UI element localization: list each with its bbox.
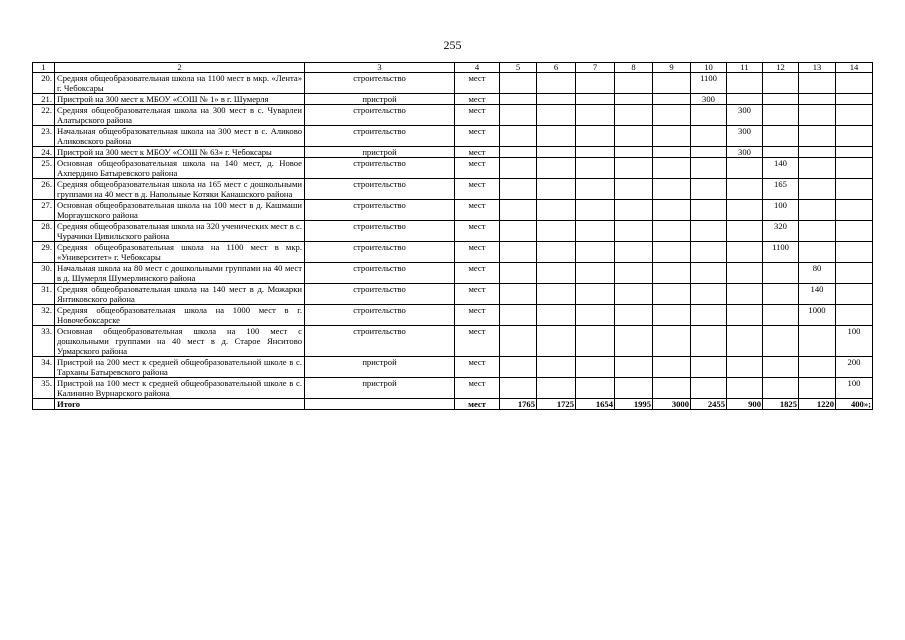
value-cell	[537, 158, 576, 179]
table-row	[33, 378, 873, 399]
value-cell	[691, 242, 727, 263]
value-cell	[615, 105, 653, 126]
value-cell	[500, 242, 537, 263]
object-name: Основная общеобразовательная школа на 100 мест с дошкольными группами на 40 мест в д. Старое Янситово Урмарского района	[55, 326, 305, 357]
table-row	[33, 326, 873, 357]
value-cell	[836, 284, 873, 305]
work-type: строительство	[305, 73, 455, 94]
row-number: 32.	[33, 305, 55, 326]
column-number: 2	[55, 63, 305, 73]
row-number: 25.	[33, 158, 55, 179]
value-cell	[537, 105, 576, 126]
column-number: 7	[576, 63, 615, 73]
value-cell	[500, 179, 537, 200]
total-value-cell: 1654	[576, 399, 615, 410]
work-type: пристрой	[305, 147, 455, 158]
value-cell	[836, 221, 873, 242]
value-cell	[727, 221, 763, 242]
column-number: 9	[653, 63, 691, 73]
total-row	[33, 399, 873, 410]
value-cell	[537, 94, 576, 105]
value-cell	[836, 147, 873, 158]
value-cell	[727, 73, 763, 94]
value-cell	[763, 94, 799, 105]
total-value-cell: 2455	[691, 399, 727, 410]
table-row	[33, 147, 873, 158]
value-cell	[537, 73, 576, 94]
value-cell	[727, 242, 763, 263]
unit-cell: мест	[455, 147, 500, 158]
value-cell: 140	[799, 284, 836, 305]
value-cell	[763, 147, 799, 158]
value-cell	[653, 147, 691, 158]
unit-cell: мест	[455, 179, 500, 200]
value-cell	[576, 126, 615, 147]
unit-cell: мест	[455, 126, 500, 147]
value-cell	[537, 326, 576, 357]
value-cell	[615, 357, 653, 378]
value-cell	[763, 326, 799, 357]
value-cell	[576, 378, 615, 399]
total-value-cell: 400»;	[836, 399, 873, 410]
value-cell	[763, 263, 799, 284]
value-cell	[691, 147, 727, 158]
value-cell: 100	[763, 200, 799, 221]
value-cell	[615, 242, 653, 263]
table-row	[33, 357, 873, 378]
value-cell: 1100	[763, 242, 799, 263]
object-name: Пристрой на 300 мест к МБОУ «СОШ № 1» в г. Шумерля	[55, 94, 305, 105]
table-row	[33, 200, 873, 221]
value-cell: 320	[763, 221, 799, 242]
object-name: Начальная школа на 80 мест с дошкольными группами на 40 мест в д. Шумерля Шумерлинского района	[55, 263, 305, 284]
value-cell	[836, 94, 873, 105]
value-cell	[615, 263, 653, 284]
value-cell	[691, 158, 727, 179]
work-type: строительство	[305, 126, 455, 147]
unit-cell: мест	[455, 94, 500, 105]
value-cell	[615, 73, 653, 94]
value-cell	[653, 126, 691, 147]
table-row	[33, 242, 873, 263]
unit-cell: мест	[455, 284, 500, 305]
row-number: 23.	[33, 126, 55, 147]
unit-cell: мест	[455, 158, 500, 179]
total-value-cell: 1220	[799, 399, 836, 410]
row-number: 28.	[33, 221, 55, 242]
value-cell	[500, 94, 537, 105]
value-cell	[727, 158, 763, 179]
value-cell	[615, 221, 653, 242]
row-number: 30.	[33, 263, 55, 284]
value-cell	[763, 378, 799, 399]
value-cell	[799, 158, 836, 179]
value-cell: 165	[763, 179, 799, 200]
value-cell	[537, 378, 576, 399]
total-value-cell: 1725	[537, 399, 576, 410]
value-cell	[576, 200, 615, 221]
row-number: 24.	[33, 147, 55, 158]
value-cell	[615, 179, 653, 200]
value-cell	[653, 378, 691, 399]
value-cell	[615, 126, 653, 147]
work-type: строительство	[305, 242, 455, 263]
value-cell	[727, 357, 763, 378]
table-body	[33, 63, 873, 410]
unit-cell: мест	[455, 326, 500, 357]
value-cell	[799, 221, 836, 242]
value-cell	[691, 105, 727, 126]
value-cell	[576, 305, 615, 326]
table-row	[33, 158, 873, 179]
row-number: 33.	[33, 326, 55, 357]
value-cell	[576, 284, 615, 305]
value-cell	[653, 263, 691, 284]
value-cell	[615, 305, 653, 326]
value-cell	[691, 126, 727, 147]
value-cell	[576, 263, 615, 284]
column-number: 5	[500, 63, 537, 73]
unit-cell: мест	[455, 221, 500, 242]
value-cell	[653, 242, 691, 263]
work-type: строительство	[305, 326, 455, 357]
value-cell	[653, 179, 691, 200]
work-type: строительство	[305, 221, 455, 242]
value-cell	[653, 158, 691, 179]
row-number: 21.	[33, 94, 55, 105]
object-name: Пристрой на 200 мест к средней общеобразовательной школе в с. Тарханы Батыревского района	[55, 357, 305, 378]
value-cell	[799, 94, 836, 105]
work-type: строительство	[305, 263, 455, 284]
value-cell	[653, 357, 691, 378]
value-cell	[799, 147, 836, 158]
value-cell	[799, 378, 836, 399]
value-cell	[537, 126, 576, 147]
object-name: Средняя общеобразовательная школа на 140 мест в д. Можарки Янтиковского района	[55, 284, 305, 305]
value-cell	[500, 105, 537, 126]
value-cell	[653, 73, 691, 94]
table-row	[33, 284, 873, 305]
value-cell	[500, 200, 537, 221]
value-cell	[653, 326, 691, 357]
value-cell	[653, 94, 691, 105]
object-name: Средняя общеобразовательная школа на 320 ученических мест в с. Чурачики Цивильского района	[55, 221, 305, 242]
value-cell	[576, 73, 615, 94]
value-cell	[763, 305, 799, 326]
work-type: строительство	[305, 105, 455, 126]
value-cell	[727, 179, 763, 200]
total-work-type	[305, 399, 455, 410]
value-cell	[836, 126, 873, 147]
unit-cell: мест	[455, 263, 500, 284]
value-cell	[537, 147, 576, 158]
object-name: Средняя общеобразовательная школа на 1100 мест в мкр. «Лента» г. Чебоксары	[55, 73, 305, 94]
object-name: Средняя общеобразовательная школа на 1000 мест в г. Новочебоксарске	[55, 305, 305, 326]
value-cell	[727, 284, 763, 305]
value-cell	[691, 263, 727, 284]
value-cell	[576, 105, 615, 126]
work-type: строительство	[305, 305, 455, 326]
value-cell	[763, 284, 799, 305]
work-type: строительство	[305, 179, 455, 200]
work-type: строительство	[305, 284, 455, 305]
object-name: Средняя общеобразовательная школа на 300 мест в с. Чуварлеи Алатырского района	[55, 105, 305, 126]
table-row	[33, 73, 873, 94]
value-cell	[799, 357, 836, 378]
value-cell	[691, 179, 727, 200]
value-cell	[653, 284, 691, 305]
value-cell: 140	[763, 158, 799, 179]
value-cell	[576, 147, 615, 158]
value-cell	[836, 179, 873, 200]
value-cell	[537, 221, 576, 242]
object-name: Начальная общеобразовательная школа на 300 мест в с. Аликово Аликовского района	[55, 126, 305, 147]
value-cell: 100	[836, 326, 873, 357]
row-number: 26.	[33, 179, 55, 200]
value-cell	[727, 94, 763, 105]
table-row	[33, 94, 873, 105]
column-number: 1	[33, 63, 55, 73]
value-cell	[653, 105, 691, 126]
value-cell	[615, 378, 653, 399]
value-cell: 1100	[691, 73, 727, 94]
value-cell	[836, 73, 873, 94]
value-cell	[576, 357, 615, 378]
value-cell	[727, 263, 763, 284]
total-value-cell: 3000	[653, 399, 691, 410]
value-cell	[763, 73, 799, 94]
value-cell	[500, 378, 537, 399]
total-row-number	[33, 399, 55, 410]
column-number: 14	[836, 63, 873, 73]
value-cell: 300	[727, 147, 763, 158]
object-name: Пристрой на 100 мест к средней общеобразовательной школе в с. Калинино Вурнарского района	[55, 378, 305, 399]
column-number: 8	[615, 63, 653, 73]
value-cell	[691, 221, 727, 242]
object-name: Основная общеобразовательная школа на 140 мест, д. Новое Ахпердино Батыревского района	[55, 158, 305, 179]
object-name: Пристрой на 300 мест к МБОУ «СОШ № 63» г. Чебоксары	[55, 147, 305, 158]
unit-cell: мест	[455, 305, 500, 326]
value-cell	[691, 305, 727, 326]
value-cell	[836, 242, 873, 263]
row-number: 27.	[33, 200, 55, 221]
table-row	[33, 126, 873, 147]
unit-cell: мест	[455, 378, 500, 399]
unit-cell: мест	[455, 105, 500, 126]
value-cell	[576, 242, 615, 263]
value-cell	[576, 158, 615, 179]
unit-cell: мест	[455, 357, 500, 378]
value-cell	[836, 158, 873, 179]
value-cell	[537, 179, 576, 200]
value-cell	[537, 357, 576, 378]
row-number: 20.	[33, 73, 55, 94]
value-cell	[615, 326, 653, 357]
value-cell	[500, 263, 537, 284]
value-cell	[763, 126, 799, 147]
column-number: 12	[763, 63, 799, 73]
value-cell	[763, 105, 799, 126]
value-cell: 80	[799, 263, 836, 284]
total-label: Итого	[55, 399, 305, 410]
value-cell: 300	[727, 126, 763, 147]
column-number: 11	[727, 63, 763, 73]
schools-construction-table	[32, 62, 873, 410]
value-cell	[691, 200, 727, 221]
value-cell	[799, 242, 836, 263]
work-type: пристрой	[305, 378, 455, 399]
value-cell	[727, 378, 763, 399]
value-cell	[500, 126, 537, 147]
work-type: строительство	[305, 158, 455, 179]
value-cell	[836, 263, 873, 284]
value-cell	[799, 73, 836, 94]
value-cell	[799, 326, 836, 357]
object-name: Средняя общеобразовательная школа на 1100 мест в мкр. «Университет» г. Чебоксары	[55, 242, 305, 263]
value-cell	[576, 221, 615, 242]
value-cell	[799, 105, 836, 126]
table-row	[33, 263, 873, 284]
table-row	[33, 305, 873, 326]
value-cell	[500, 305, 537, 326]
value-cell	[763, 357, 799, 378]
value-cell	[799, 200, 836, 221]
value-cell	[727, 305, 763, 326]
value-cell	[836, 105, 873, 126]
value-cell	[500, 73, 537, 94]
value-cell	[615, 147, 653, 158]
value-cell	[615, 200, 653, 221]
value-cell: 200	[836, 357, 873, 378]
value-cell	[576, 179, 615, 200]
value-cell	[500, 357, 537, 378]
row-number: 29.	[33, 242, 55, 263]
table-row	[33, 221, 873, 242]
column-number: 13	[799, 63, 836, 73]
value-cell	[653, 305, 691, 326]
column-number: 4	[455, 63, 500, 73]
value-cell	[537, 263, 576, 284]
unit-cell: мест	[455, 200, 500, 221]
work-type: пристрой	[305, 94, 455, 105]
value-cell	[691, 284, 727, 305]
value-cell	[836, 305, 873, 326]
total-value-cell: 1825	[763, 399, 799, 410]
value-cell	[500, 158, 537, 179]
value-cell	[836, 200, 873, 221]
value-cell	[691, 378, 727, 399]
value-cell	[691, 326, 727, 357]
value-cell	[500, 326, 537, 357]
unit-cell: мест	[455, 242, 500, 263]
value-cell	[500, 147, 537, 158]
value-cell: 300	[691, 94, 727, 105]
value-cell	[500, 284, 537, 305]
total-value-cell: 900	[727, 399, 763, 410]
work-type: строительство	[305, 200, 455, 221]
column-number-row	[33, 63, 873, 73]
unit-cell: мест	[455, 73, 500, 94]
total-value-cell: 1995	[615, 399, 653, 410]
work-type: пристрой	[305, 357, 455, 378]
value-cell	[653, 200, 691, 221]
row-number: 35.	[33, 378, 55, 399]
value-cell	[727, 200, 763, 221]
table-row	[33, 105, 873, 126]
value-cell: 100	[836, 378, 873, 399]
column-number: 3	[305, 63, 455, 73]
value-cell: 300	[727, 105, 763, 126]
value-cell	[500, 221, 537, 242]
row-number: 31.	[33, 284, 55, 305]
table-row	[33, 179, 873, 200]
value-cell	[799, 179, 836, 200]
value-cell	[615, 284, 653, 305]
column-number: 10	[691, 63, 727, 73]
value-cell	[576, 326, 615, 357]
total-value-cell: 1765	[500, 399, 537, 410]
object-name: Средняя общеобразовательная школа на 165 мест с дошкольными группами на 40 мест в д. Напольные Котяки Канашского района	[55, 179, 305, 200]
row-number: 34.	[33, 357, 55, 378]
value-cell	[537, 200, 576, 221]
value-cell	[537, 305, 576, 326]
value-cell	[691, 357, 727, 378]
value-cell	[537, 242, 576, 263]
value-cell	[615, 94, 653, 105]
value-cell	[615, 158, 653, 179]
total-unit: мест	[455, 399, 500, 410]
value-cell	[653, 221, 691, 242]
row-number: 22.	[33, 105, 55, 126]
page-number: 255	[443, 38, 462, 52]
value-cell	[576, 94, 615, 105]
value-cell	[727, 326, 763, 357]
value-cell	[537, 284, 576, 305]
value-cell	[799, 126, 836, 147]
value-cell: 1000	[799, 305, 836, 326]
object-name: Основная общеобразовательная школа на 100 мест в д. Кашмаши Моргаушского района	[55, 200, 305, 221]
column-number: 6	[537, 63, 576, 73]
